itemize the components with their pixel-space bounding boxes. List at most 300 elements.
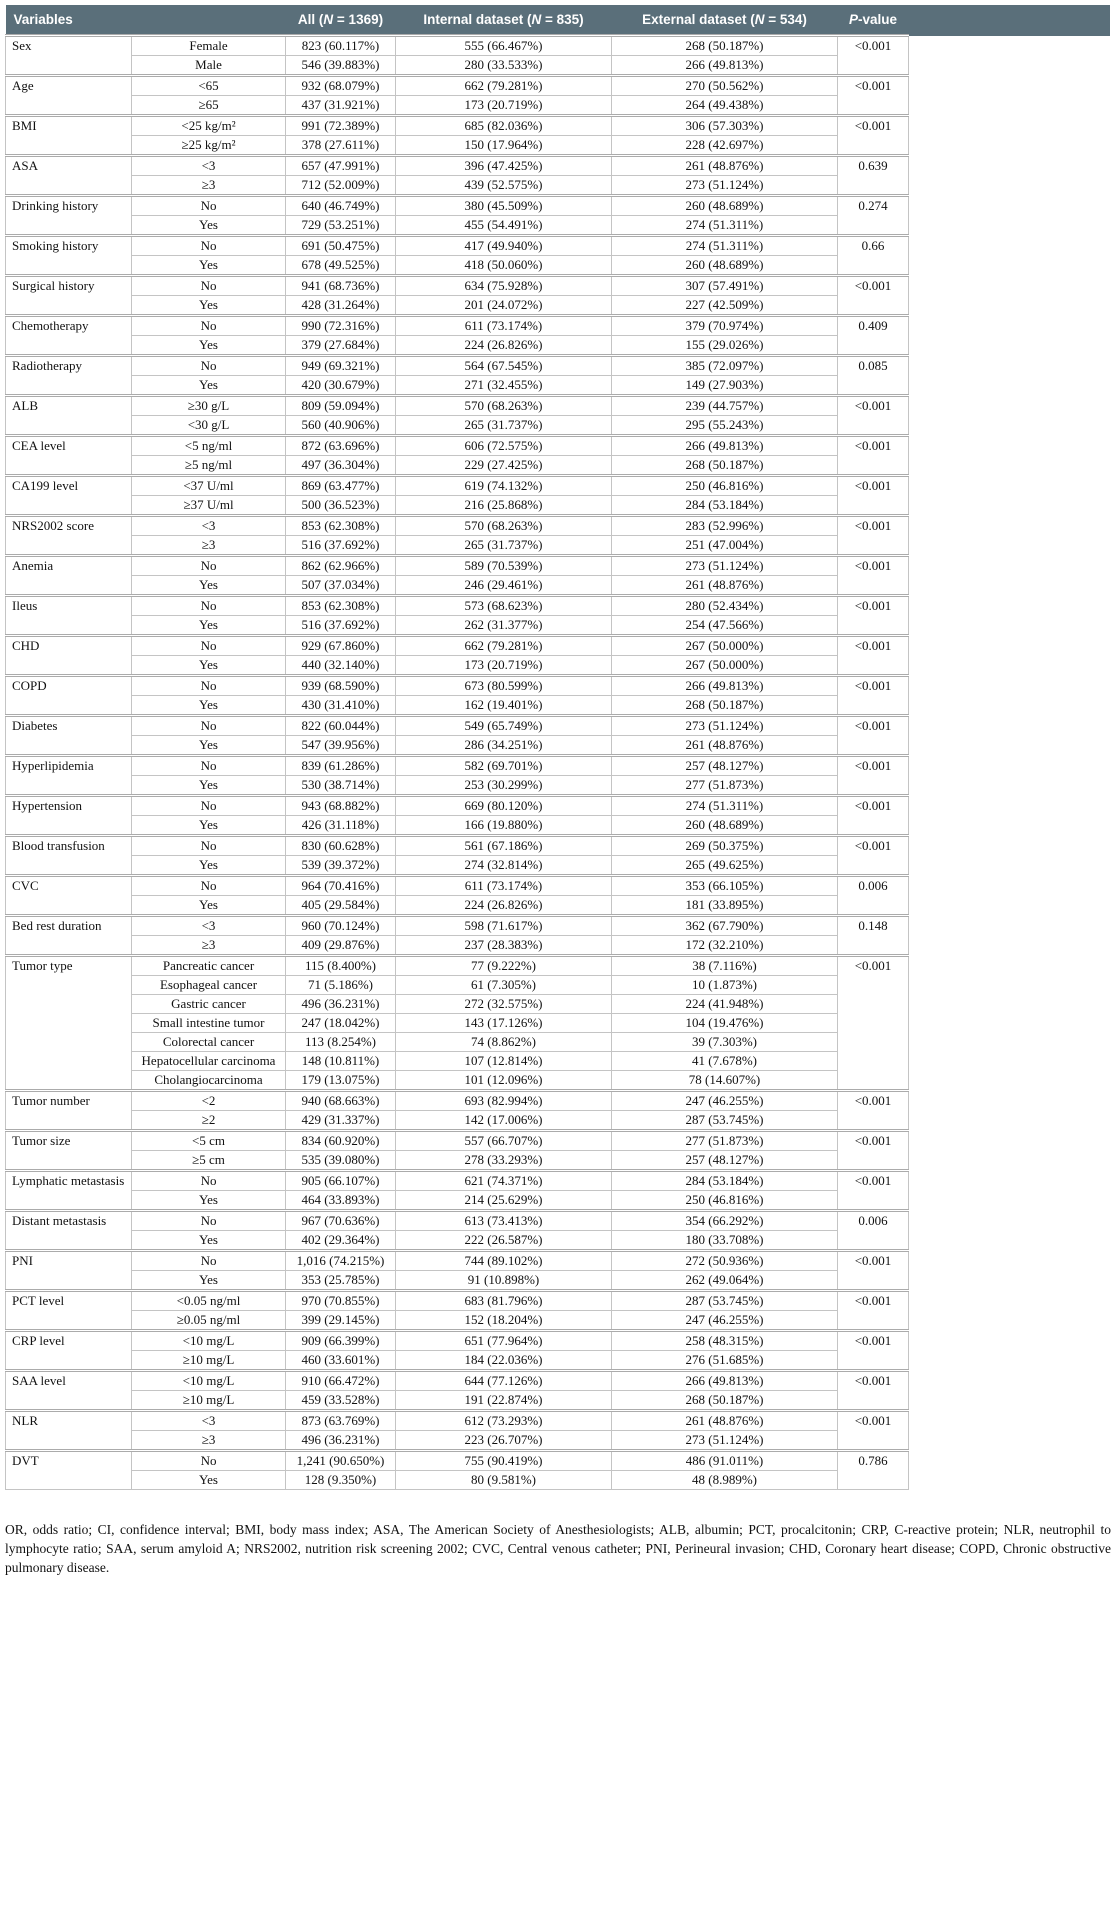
table-row bbox=[6, 456, 1111, 476]
p-value-cell: 0.66 bbox=[838, 236, 909, 276]
p-value-cell: <0.001 bbox=[838, 476, 909, 516]
variable-name-cell: Chemotherapy bbox=[6, 316, 132, 356]
category-cell: No bbox=[132, 1211, 286, 1231]
category-cell: Yes bbox=[132, 1471, 286, 1490]
p-value-cell: <0.001 bbox=[838, 1371, 909, 1411]
table-row bbox=[6, 1231, 1111, 1251]
table-row bbox=[6, 1291, 1111, 1311]
internal-value-cell: 673 (80.599%) bbox=[396, 676, 612, 696]
table-row bbox=[6, 716, 1111, 736]
category-cell: Yes bbox=[132, 696, 286, 716]
internal-value-cell: 152 (18.204%) bbox=[396, 1311, 612, 1331]
internal-value-cell: 582 (69.701%) bbox=[396, 756, 612, 776]
table-row bbox=[6, 1311, 1111, 1331]
p-value-cell: <0.001 bbox=[838, 1251, 909, 1291]
table-row bbox=[6, 196, 1111, 216]
external-value-cell: 353 (66.105%) bbox=[612, 876, 838, 896]
external-value-cell: 254 (47.566%) bbox=[612, 616, 838, 636]
table-footnote: OR, odds ratio; CI, confidence interval; BMI, body mass index; ASA, The American Society of Anesthesiologists; ALB, albumin; PCT, procalcitonin; CRP, C-reactive protein; NLR, neutrophil to lymphocyte ratio; SAA, serum amyloid A; NRS2002, nutrition risk screening 2002; CVC, Central venous catheter; PNI, Perineural invasion; CHD, Coronary heart disease; COPD, Chronic obstructive pulmonary disease. bbox=[5, 1522, 1111, 1575]
internal-value-cell: 417 (49.940%) bbox=[396, 236, 612, 256]
all-value-cell: 932 (68.079%) bbox=[286, 76, 396, 96]
internal-value-cell: 396 (47.425%) bbox=[396, 156, 612, 176]
p-value-cell: <0.001 bbox=[838, 516, 909, 556]
internal-value-cell: 101 (12.096%) bbox=[396, 1071, 612, 1091]
internal-value-cell: 216 (25.868%) bbox=[396, 496, 612, 516]
internal-value-cell: 693 (82.994%) bbox=[396, 1091, 612, 1111]
all-value-cell: 409 (29.876%) bbox=[286, 936, 396, 956]
external-value-cell: 268 (50.187%) bbox=[612, 456, 838, 476]
table-row bbox=[6, 1211, 1111, 1231]
table-row bbox=[6, 216, 1111, 236]
external-value-cell: 261 (48.876%) bbox=[612, 736, 838, 756]
table-row bbox=[6, 336, 1111, 356]
external-value-cell: 181 (33.895%) bbox=[612, 896, 838, 916]
all-value-cell: 459 (33.528%) bbox=[286, 1391, 396, 1411]
external-value-cell: 486 (91.011%) bbox=[612, 1451, 838, 1471]
external-value-cell: 149 (27.903%) bbox=[612, 376, 838, 396]
variable-name-cell: Sex bbox=[6, 36, 132, 76]
all-value-cell: 834 (60.920%) bbox=[286, 1131, 396, 1151]
table-row bbox=[6, 916, 1111, 936]
all-value-cell: 128 (9.350%) bbox=[286, 1471, 396, 1490]
internal-value-cell: 555 (66.467%) bbox=[396, 36, 612, 56]
internal-value-cell: 439 (52.575%) bbox=[396, 176, 612, 196]
external-value-cell: 268 (50.187%) bbox=[612, 696, 838, 716]
table-row bbox=[6, 1371, 1111, 1391]
category-cell: Yes bbox=[132, 576, 286, 596]
table-row bbox=[6, 956, 1111, 976]
external-value-cell: 260 (48.689%) bbox=[612, 196, 838, 216]
external-value-cell: 385 (72.097%) bbox=[612, 356, 838, 376]
all-value-cell: 943 (68.882%) bbox=[286, 796, 396, 816]
p-value-cell: 0.148 bbox=[838, 916, 909, 956]
external-value-cell: 274 (51.311%) bbox=[612, 236, 838, 256]
external-value-cell: 273 (51.124%) bbox=[612, 176, 838, 196]
variable-name-cell: Tumor size bbox=[6, 1131, 132, 1171]
table-row bbox=[6, 776, 1111, 796]
internal-value-cell: 662 (79.281%) bbox=[396, 636, 612, 656]
all-value-cell: 970 (70.855%) bbox=[286, 1291, 396, 1311]
category-cell: Yes bbox=[132, 856, 286, 876]
table-row bbox=[6, 656, 1111, 676]
internal-value-cell: 685 (82.036%) bbox=[396, 116, 612, 136]
p-value-cell: 0.409 bbox=[838, 316, 909, 356]
table-row bbox=[6, 736, 1111, 756]
internal-value-cell: 557 (66.707%) bbox=[396, 1131, 612, 1151]
internal-value-cell: 564 (67.545%) bbox=[396, 356, 612, 376]
internal-value-cell: 274 (32.814%) bbox=[396, 856, 612, 876]
external-value-cell: 264 (49.438%) bbox=[612, 96, 838, 116]
all-value-cell: 990 (72.316%) bbox=[286, 316, 396, 336]
variable-name-cell: PNI bbox=[6, 1251, 132, 1291]
p-value-cell: 0.639 bbox=[838, 156, 909, 196]
internal-value-cell: 61 (7.305%) bbox=[396, 976, 612, 995]
external-value-cell: 247 (46.255%) bbox=[612, 1091, 838, 1111]
all-value-cell: 873 (63.769%) bbox=[286, 1411, 396, 1431]
category-cell: Yes bbox=[132, 736, 286, 756]
internal-value-cell: 606 (72.575%) bbox=[396, 436, 612, 456]
category-cell: <2 bbox=[132, 1091, 286, 1111]
all-value-cell: 853 (62.308%) bbox=[286, 596, 396, 616]
table-row bbox=[6, 976, 1111, 995]
p-value-cell: <0.001 bbox=[838, 756, 909, 796]
table-row bbox=[6, 436, 1111, 456]
external-value-cell: 273 (51.124%) bbox=[612, 556, 838, 576]
all-value-cell: 405 (29.584%) bbox=[286, 896, 396, 916]
external-value-cell: 41 (7.678%) bbox=[612, 1052, 838, 1071]
category-cell: No bbox=[132, 636, 286, 656]
all-value-cell: 853 (62.308%) bbox=[286, 516, 396, 536]
p-value-cell: 0.006 bbox=[838, 1211, 909, 1251]
internal-value-cell: 265 (31.737%) bbox=[396, 536, 612, 556]
all-value-cell: 869 (63.477%) bbox=[286, 476, 396, 496]
category-cell: No bbox=[132, 1171, 286, 1191]
internal-value-cell: 184 (22.036%) bbox=[396, 1351, 612, 1371]
category-cell: Pancreatic cancer bbox=[132, 956, 286, 976]
all-value-cell: 497 (36.304%) bbox=[286, 456, 396, 476]
internal-value-cell: 455 (54.491%) bbox=[396, 216, 612, 236]
internal-value-cell: 418 (50.060%) bbox=[396, 256, 612, 276]
internal-value-cell: 613 (73.413%) bbox=[396, 1211, 612, 1231]
all-value-cell: 960 (70.124%) bbox=[286, 916, 396, 936]
variable-name-cell: Smoking history bbox=[6, 236, 132, 276]
external-value-cell: 273 (51.124%) bbox=[612, 716, 838, 736]
all-value-cell: 430 (31.410%) bbox=[286, 696, 396, 716]
variable-name-cell: DVT bbox=[6, 1451, 132, 1490]
table-row bbox=[6, 556, 1111, 576]
all-value-cell: 809 (59.094%) bbox=[286, 396, 396, 416]
internal-value-cell: 669 (80.120%) bbox=[396, 796, 612, 816]
p-value-cell: <0.001 bbox=[838, 1091, 909, 1131]
external-value-cell: 287 (53.745%) bbox=[612, 1111, 838, 1131]
external-value-cell: 10 (1.873%) bbox=[612, 976, 838, 995]
p-value-cell: <0.001 bbox=[838, 1171, 909, 1211]
external-value-cell: 257 (48.127%) bbox=[612, 756, 838, 776]
variable-name-cell: CEA level bbox=[6, 436, 132, 476]
category-cell: Male bbox=[132, 56, 286, 76]
table-row bbox=[6, 1331, 1111, 1351]
all-value-cell: 822 (60.044%) bbox=[286, 716, 396, 736]
internal-value-cell: 644 (77.126%) bbox=[396, 1371, 612, 1391]
category-cell: Yes bbox=[132, 816, 286, 836]
category-cell: Yes bbox=[132, 376, 286, 396]
category-cell: Hepatocellular carcinoma bbox=[132, 1052, 286, 1071]
category-cell: Yes bbox=[132, 616, 286, 636]
internal-value-cell: 224 (26.826%) bbox=[396, 336, 612, 356]
all-value-cell: 964 (70.416%) bbox=[286, 876, 396, 896]
internal-value-cell: 224 (26.826%) bbox=[396, 896, 612, 916]
table-row bbox=[6, 1451, 1111, 1471]
category-cell: ≥0.05 ng/ml bbox=[132, 1311, 286, 1331]
variable-name-cell: Blood transfusion bbox=[6, 836, 132, 876]
p-value-cell: <0.001 bbox=[838, 1131, 909, 1171]
external-value-cell: 250 (46.816%) bbox=[612, 1191, 838, 1211]
external-value-cell: 265 (49.625%) bbox=[612, 856, 838, 876]
table-row bbox=[6, 1251, 1111, 1271]
all-value-cell: 657 (47.991%) bbox=[286, 156, 396, 176]
external-value-cell: 104 (19.476%) bbox=[612, 1014, 838, 1033]
table-row bbox=[6, 676, 1111, 696]
category-cell: <30 g/L bbox=[132, 416, 286, 436]
table-row bbox=[6, 1014, 1111, 1033]
p-value-cell: <0.001 bbox=[838, 436, 909, 476]
all-value-cell: 560 (40.906%) bbox=[286, 416, 396, 436]
category-cell: No bbox=[132, 1451, 286, 1471]
all-value-cell: 712 (52.009%) bbox=[286, 176, 396, 196]
p-value-cell: 0.274 bbox=[838, 196, 909, 236]
table-row bbox=[6, 836, 1111, 856]
variable-name-cell: CA199 level bbox=[6, 476, 132, 516]
table-row bbox=[6, 156, 1111, 176]
external-value-cell: 262 (49.064%) bbox=[612, 1271, 838, 1291]
table-row bbox=[6, 136, 1111, 156]
category-cell: Gastric cancer bbox=[132, 995, 286, 1014]
table-row bbox=[6, 1071, 1111, 1091]
external-value-cell: 268 (50.187%) bbox=[612, 36, 838, 56]
variable-name-cell: Distant metastasis bbox=[6, 1211, 132, 1251]
external-value-cell: 269 (50.375%) bbox=[612, 836, 838, 856]
internal-value-cell: 229 (27.425%) bbox=[396, 456, 612, 476]
table-row bbox=[6, 995, 1111, 1014]
p-value-cell: <0.001 bbox=[838, 1291, 909, 1331]
all-value-cell: 378 (27.611%) bbox=[286, 136, 396, 156]
p-value-cell: <0.001 bbox=[838, 276, 909, 316]
table-row bbox=[6, 396, 1111, 416]
variable-name-cell: BMI bbox=[6, 116, 132, 156]
table-row bbox=[6, 576, 1111, 596]
category-cell: ≥3 bbox=[132, 936, 286, 956]
external-value-cell: 247 (46.255%) bbox=[612, 1311, 838, 1331]
external-value-cell: 362 (67.790%) bbox=[612, 916, 838, 936]
category-cell: Colorectal cancer bbox=[132, 1033, 286, 1052]
external-value-cell: 267 (50.000%) bbox=[612, 636, 838, 656]
p-value-cell: <0.001 bbox=[838, 396, 909, 436]
table-row bbox=[6, 1471, 1111, 1490]
column-header-external: External dataset (N = 534) bbox=[612, 5, 838, 36]
category-cell: Yes bbox=[132, 1231, 286, 1251]
external-value-cell: 266 (49.813%) bbox=[612, 436, 838, 456]
internal-value-cell: 91 (10.898%) bbox=[396, 1271, 612, 1291]
all-value-cell: 941 (68.736%) bbox=[286, 276, 396, 296]
category-cell: <5 ng/ml bbox=[132, 436, 286, 456]
external-value-cell: 155 (29.026%) bbox=[612, 336, 838, 356]
external-value-cell: 38 (7.116%) bbox=[612, 956, 838, 976]
category-cell: ≥10 mg/L bbox=[132, 1391, 286, 1411]
category-cell: <10 mg/L bbox=[132, 1331, 286, 1351]
category-cell: ≥3 bbox=[132, 176, 286, 196]
category-cell: No bbox=[132, 756, 286, 776]
variable-name-cell: CRP level bbox=[6, 1331, 132, 1371]
internal-value-cell: 634 (75.928%) bbox=[396, 276, 612, 296]
all-value-cell: 399 (29.145%) bbox=[286, 1311, 396, 1331]
p-value-cell: <0.001 bbox=[838, 1411, 909, 1451]
table-row bbox=[6, 816, 1111, 836]
variable-name-cell: Surgical history bbox=[6, 276, 132, 316]
category-cell: No bbox=[132, 796, 286, 816]
table-row bbox=[6, 1171, 1111, 1191]
internal-value-cell: 612 (73.293%) bbox=[396, 1411, 612, 1431]
table-row bbox=[6, 1351, 1111, 1371]
category-cell: Female bbox=[132, 36, 286, 56]
category-cell: Yes bbox=[132, 896, 286, 916]
category-cell: No bbox=[132, 276, 286, 296]
all-value-cell: 905 (66.107%) bbox=[286, 1171, 396, 1191]
table-row bbox=[6, 36, 1111, 56]
category-cell: <65 bbox=[132, 76, 286, 96]
table-row bbox=[6, 96, 1111, 116]
external-value-cell: 261 (48.876%) bbox=[612, 576, 838, 596]
internal-value-cell: 573 (68.623%) bbox=[396, 596, 612, 616]
external-value-cell: 283 (52.996%) bbox=[612, 516, 838, 536]
table-row bbox=[6, 1271, 1111, 1291]
variable-name-cell: CVC bbox=[6, 876, 132, 916]
all-value-cell: 496 (36.231%) bbox=[286, 1431, 396, 1451]
category-cell: ≥5 ng/ml bbox=[132, 456, 286, 476]
external-value-cell: 228 (42.697%) bbox=[612, 136, 838, 156]
internal-value-cell: 222 (26.587%) bbox=[396, 1231, 612, 1251]
internal-value-cell: 107 (12.814%) bbox=[396, 1052, 612, 1071]
external-value-cell: 354 (66.292%) bbox=[612, 1211, 838, 1231]
table-row bbox=[6, 496, 1111, 516]
all-value-cell: 426 (31.118%) bbox=[286, 816, 396, 836]
all-value-cell: 500 (36.523%) bbox=[286, 496, 396, 516]
p-value-cell: <0.001 bbox=[838, 636, 909, 676]
all-value-cell: 460 (33.601%) bbox=[286, 1351, 396, 1371]
category-cell: No bbox=[132, 196, 286, 216]
table-row bbox=[6, 856, 1111, 876]
variable-name-cell: Anemia bbox=[6, 556, 132, 596]
table-row bbox=[6, 936, 1111, 956]
internal-value-cell: 191 (22.874%) bbox=[396, 1391, 612, 1411]
internal-value-cell: 561 (67.186%) bbox=[396, 836, 612, 856]
variable-name-cell: Diabetes bbox=[6, 716, 132, 756]
table-row bbox=[6, 1151, 1111, 1171]
table-row bbox=[6, 696, 1111, 716]
all-value-cell: 507 (37.034%) bbox=[286, 576, 396, 596]
p-value-cell: 0.006 bbox=[838, 876, 909, 916]
external-value-cell: 78 (14.607%) bbox=[612, 1071, 838, 1091]
internal-value-cell: 744 (89.102%) bbox=[396, 1251, 612, 1271]
all-value-cell: 353 (25.785%) bbox=[286, 1271, 396, 1291]
all-value-cell: 823 (60.117%) bbox=[286, 36, 396, 56]
category-cell: Yes bbox=[132, 776, 286, 796]
internal-value-cell: 223 (26.707%) bbox=[396, 1431, 612, 1451]
category-cell: ≥30 g/L bbox=[132, 396, 286, 416]
header-row bbox=[6, 5, 1111, 36]
table-row bbox=[6, 416, 1111, 436]
table-row bbox=[6, 516, 1111, 536]
external-value-cell: 284 (53.184%) bbox=[612, 496, 838, 516]
external-value-cell: 39 (7.303%) bbox=[612, 1033, 838, 1052]
internal-value-cell: 651 (77.964%) bbox=[396, 1331, 612, 1351]
all-value-cell: 115 (8.400%) bbox=[286, 956, 396, 976]
table-row bbox=[6, 1411, 1111, 1431]
all-value-cell: 940 (68.663%) bbox=[286, 1091, 396, 1111]
all-value-cell: 678 (49.525%) bbox=[286, 256, 396, 276]
p-value-cell: <0.001 bbox=[838, 556, 909, 596]
all-value-cell: 71 (5.186%) bbox=[286, 976, 396, 995]
category-cell: <3 bbox=[132, 916, 286, 936]
category-cell: ≥65 bbox=[132, 96, 286, 116]
external-value-cell: 258 (48.315%) bbox=[612, 1331, 838, 1351]
variable-name-cell: NLR bbox=[6, 1411, 132, 1451]
category-cell: Yes bbox=[132, 216, 286, 236]
table-row bbox=[6, 1191, 1111, 1211]
all-value-cell: 464 (33.893%) bbox=[286, 1191, 396, 1211]
external-value-cell: 172 (32.210%) bbox=[612, 936, 838, 956]
p-value-cell: <0.001 bbox=[838, 36, 909, 76]
all-value-cell: 729 (53.251%) bbox=[286, 216, 396, 236]
p-value-cell: <0.001 bbox=[838, 676, 909, 716]
external-value-cell: 260 (48.689%) bbox=[612, 256, 838, 276]
internal-value-cell: 173 (20.719%) bbox=[396, 656, 612, 676]
category-cell: Yes bbox=[132, 256, 286, 276]
category-cell: <0.05 ng/ml bbox=[132, 1291, 286, 1311]
all-value-cell: 909 (66.399%) bbox=[286, 1331, 396, 1351]
p-value-cell: <0.001 bbox=[838, 596, 909, 636]
category-cell: <10 mg/L bbox=[132, 1371, 286, 1391]
external-value-cell: 284 (53.184%) bbox=[612, 1171, 838, 1191]
all-value-cell: 1,016 (74.215%) bbox=[286, 1251, 396, 1271]
variable-name-cell: Hyperlipidemia bbox=[6, 756, 132, 796]
internal-value-cell: 286 (34.251%) bbox=[396, 736, 612, 756]
internal-value-cell: 80 (9.581%) bbox=[396, 1471, 612, 1490]
internal-value-cell: 271 (32.455%) bbox=[396, 376, 612, 396]
internal-value-cell: 683 (81.796%) bbox=[396, 1291, 612, 1311]
all-value-cell: 830 (60.628%) bbox=[286, 836, 396, 856]
all-value-cell: 437 (31.921%) bbox=[286, 96, 396, 116]
internal-value-cell: 201 (24.072%) bbox=[396, 296, 612, 316]
internal-value-cell: 611 (73.174%) bbox=[396, 876, 612, 896]
external-value-cell: 48 (8.989%) bbox=[612, 1471, 838, 1490]
variable-name-cell: Lymphatic metastasis bbox=[6, 1171, 132, 1211]
header-filler bbox=[909, 5, 1111, 36]
table-row bbox=[6, 476, 1111, 496]
table-row bbox=[6, 596, 1111, 616]
external-value-cell: 277 (51.873%) bbox=[612, 1131, 838, 1151]
external-value-cell: 287 (53.745%) bbox=[612, 1291, 838, 1311]
external-value-cell: 260 (48.689%) bbox=[612, 816, 838, 836]
category-cell: No bbox=[132, 876, 286, 896]
table-row bbox=[6, 756, 1111, 776]
variable-name-cell: Tumor type bbox=[6, 956, 132, 1091]
table-row bbox=[6, 256, 1111, 276]
external-value-cell: 266 (49.813%) bbox=[612, 676, 838, 696]
internal-value-cell: 214 (25.629%) bbox=[396, 1191, 612, 1211]
category-cell: <3 bbox=[132, 516, 286, 536]
variable-name-cell: COPD bbox=[6, 676, 132, 716]
external-value-cell: 295 (55.243%) bbox=[612, 416, 838, 436]
variable-name-cell: NRS2002 score bbox=[6, 516, 132, 556]
all-value-cell: 640 (46.749%) bbox=[286, 196, 396, 216]
all-value-cell: 535 (39.080%) bbox=[286, 1151, 396, 1171]
internal-value-cell: 380 (45.509%) bbox=[396, 196, 612, 216]
external-value-cell: 261 (48.876%) bbox=[612, 156, 838, 176]
table-row bbox=[6, 1052, 1111, 1071]
table-row bbox=[6, 1131, 1111, 1151]
internal-value-cell: 237 (28.383%) bbox=[396, 936, 612, 956]
all-value-cell: 539 (39.372%) bbox=[286, 856, 396, 876]
all-value-cell: 440 (32.140%) bbox=[286, 656, 396, 676]
all-value-cell: 546 (39.883%) bbox=[286, 56, 396, 76]
category-cell: ≥5 cm bbox=[132, 1151, 286, 1171]
variable-name-cell: Ileus bbox=[6, 596, 132, 636]
all-value-cell: 939 (68.590%) bbox=[286, 676, 396, 696]
internal-value-cell: 173 (20.719%) bbox=[396, 96, 612, 116]
internal-value-cell: 150 (17.964%) bbox=[396, 136, 612, 156]
column-header-internal: Internal dataset (N = 835) bbox=[396, 5, 612, 36]
table-row bbox=[6, 636, 1111, 656]
